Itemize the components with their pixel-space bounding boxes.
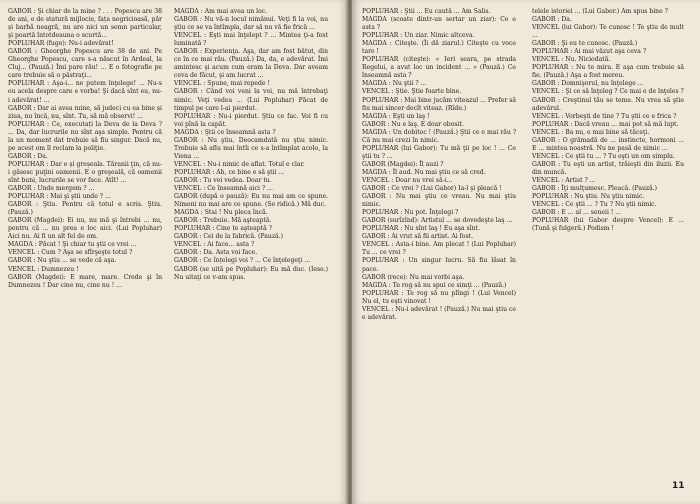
dialogue-line: GABOR (Magdei): Ei nu, nu mă şi întrebi ... nu, pentru că ... nu prea e loc aici. (Lui Popluhar) Aici nu. Ai fi un alt fel de om. <box>8 217 162 241</box>
dialogue-line: POPLUHAR (citeşte): « Ieri seara, pe strada Regelui, a avut loc un incident ... » (Pauză.) Ce înseamnă asta ? <box>362 56 516 80</box>
dialogue-line: GABOR : Ce înțelegi voi ? ... Ce înţelegeţi ... <box>174 257 311 265</box>
dialogue-line: GABOR (surîzînd): Artistul ... se dovedeşte laş ... <box>362 217 513 225</box>
dialogue-line: VENCEL : Nu. Niciodată. <box>532 56 611 64</box>
dialogue-line: POPLUHAR : Aşa-i... ne putem înţelege! ... Nu-s eu acela despre care e vorba! Şi dacă sînt eu, nu-i adevărat! ... <box>8 80 162 104</box>
dialogue-line: GABOR : Nu e laş. E doar obosit. <box>362 120 464 128</box>
dialogue-line: MAGDA : Stai ! Nu pleca încă. <box>174 209 268 217</box>
dialogue-line: POPLUHAR : Un singur lucru. Să fiu lăsat în pace. <box>362 257 516 273</box>
dialogue-line: GABOR : Ştiu. Pentru că totul e scris. Ştiu. (Pauză.) <box>8 201 162 217</box>
dialogue-line: GABOR (după o pauză): Eu nu mai am ce spune. Nimeni nu mai are ce spune. (Se ridică.) Mă duc. <box>174 193 328 209</box>
dialogue-line: GABOR : E ... al ... seneii ! ... <box>532 209 622 217</box>
dialogue-line: GABOR : Nu mai ştiu ce vreau. Nu mai ştiu nimic. <box>362 193 516 209</box>
dialogue-line: VENCEL : Spune, mai repede ! <box>174 80 270 88</box>
dialogue-line: POPLUHAR : Nu ştiu. Nu ştiu nimic. <box>532 193 645 201</box>
dialogue-line: VENCEL : Vorbeşti de tine ? Tu ştii ce e frica ? <box>532 112 677 120</box>
text-column-2 <box>174 8 328 496</box>
dialogue-line: POPLUHAR (lui Gabor): Tu mă ţii pe loc ! ... Ce ştii tu ? ... <box>362 144 516 160</box>
dialogue-line: MAGDA : Te rog să nu spui ce simţi ... (Pauză.) <box>362 281 507 289</box>
dialogue-line: POPLUHAR : Te rog să nu plîngi ! (Lui Vencel) Nu el, tu eşti vinovat ! <box>362 289 516 305</box>
text-column-4 <box>532 8 684 496</box>
dialogue-line: GABOR : Nu ştiu. Deocamdată nu ştiu nimic. Trebuie să aflu mai întîi ce s-a întîmplat acolo, la Viena ... <box>174 136 328 160</box>
dialogue-line: GABOR (Magdei): E mare, mare. Crede şi în Dumnezeu ! Dar cine nu, cine nu ! ... <box>8 273 162 289</box>
dialogue-line: GABOR : Şi eu te cunosc. (Pauză.) <box>532 40 638 48</box>
dialogue-line: GABOR : Tu vei vedea. Doar tu. <box>174 176 272 184</box>
dialogue-line: MAGDA : Nu ştii ? ... <box>362 80 427 88</box>
dialogue-line: GABOR : Când voi veni la voi, nu mă întrebaţi nimic. Veţi vedea ... (Lui Popluhar) Păcat de timpul pe care l-ai pierdut. <box>174 88 328 112</box>
dialogue-line: GABOR : Gheorghe Popescu are 38 de ani. Pe Gheorghe Popescu, care s-a născut în Ardeal, la Cluj... (Pauză.) Îmi pare rău! ... E o fotografie pe care trebuie să o păstraţi... <box>8 48 162 80</box>
dialogue-line: POPLUHAR : Nu-i pierdut. Ştiu ce fac. Voi fi cu voi pînă la capăt. <box>174 112 328 128</box>
dialogue-line: GABOR : Dar ai avea mine, să judeci cu ea bine și ziua, nu încă, nu, sînt. Tu, să mă observi! ... <box>8 104 162 120</box>
dialogue-line: POPLUHAR (lui Gabor despre Vencel): E ... (Tună şi fulgeră.) Podism ! <box>532 217 684 233</box>
dialogue-line: GABOR : Ce vrei ? (Lui Gabor) Ia-l şi pleacă ! <box>362 185 502 193</box>
dialogue-line: VENCEL : Ce ştii ... ? Tu ? Nu ştii nimic. <box>532 201 657 209</box>
dialogue-line: GABOR (se uită pe Popluhar): Eu mă duc. (Iese.) Nu uitaţi ce v-am spus. <box>174 265 328 281</box>
dialogue-line: GABOR : O grămadă de ... instincte, hormoni ... E ... mintea noastră. Nu ne pasă de nimic ... <box>532 136 684 152</box>
dialogue-line: VENCEL : Asta-i bine. Am plecat ! (Lui Popluhar) Tu ... ce vrei ? <box>362 241 516 257</box>
dialogue-line: POPLUHAR : Nu sînt laş ! Eu aşa sînt. <box>362 225 480 233</box>
dialogue-line: VENCEL (lui Gabor): Te cunosc ! Te ştiu de mult ... <box>532 24 684 40</box>
dialogue-line: GABOR : Tu eşti un artist, trăieşti din iluzii. Eu din muncă. <box>532 160 684 176</box>
left-page <box>0 0 348 504</box>
dialogue-line: MAGDA : Am mai avea un loc. <box>174 8 268 15</box>
dialogue-line: VENCEL : Nu-i adevărat ! (Pauză.) Nu mai ştiu ce e adevărat. <box>362 305 516 321</box>
dialogue-line: GABOR : Îţi mulţumesc. Pleacă. (Pauză.) <box>532 185 658 193</box>
dialogue-line: POPLUHAR : Dacă vreau ... mai pot să mă lupt. <box>532 120 679 128</box>
dialogue-line: GABOR : Creştinul tău se teme. Nu vrea să ştie adevărul. <box>532 96 684 112</box>
dialogue-line: POPLUHAR : Nu pot. Înţelegi ? <box>362 209 459 217</box>
dialogue-line: GABOR : Experienţa. Aşa, dar am fost bătut, din ce în ce mai rău. (Pauză.) Da, da, e adevărat. Îmi amintesc şi acum cum eram la Deva. Dar aveam ceva de făcut, şi am lucrat ... <box>174 48 328 80</box>
dialogue-line: MAGDA : Citeşte. (Îi dă ziarul.) Citeşte cu voce tare ! <box>362 40 516 56</box>
dialogue-line: MAGDA : Păcat ! Şi chiar tu ştii ce vrei ... <box>8 241 137 249</box>
dialogue-line: GABOR : Şi chiar de la mine ? . . . Popescu are 38 de ani, e de statură mijlocie, fața negricioasă, păr și barbă neagră, nu are nici un semn particular, şi poartă întotdeauna o scurtă... <box>8 8 162 40</box>
dialogue-line: POPLUHAR : Ai mai văzut aşa ceva ? <box>532 48 647 56</box>
dialogue-line: telele istoriei ... (Lui Gabor.) Am spus bine ? <box>532 8 668 15</box>
dialogue-line: VENCEL : Ce ştii tu ... ? Tu eşti un om simplu. <box>532 152 675 160</box>
dialogue-line: VENCEL : Cum ? Aşa se sfîrşeşte totul ? <box>8 249 133 257</box>
dialogue-line: MAGDA : Un dobitoc ! (Pauză.) Ştii ce e mai rău ? Că nu mai crezi în nimic. <box>362 128 516 144</box>
right-page <box>352 0 700 504</box>
text-column-1 <box>8 8 162 496</box>
dialogue-line: GABOR : Domnişorul, nu înţelege ... <box>532 80 644 88</box>
dialogue-line: GABOR : Da. Asta voi face. <box>174 249 258 257</box>
dialogue-line: VENCEL : Şi ce să înţeleg ? Ce mai e de înţeles ? <box>532 88 684 96</box>
dialogue-line: VENCEL : Eşti mai înţelept ? ... Mintea ţi-a fost luminată ? <box>174 32 328 48</box>
dialogue-line: POPLUHAR : Ah, ce bine e să ştii ... <box>174 168 285 176</box>
dialogue-line: MAGDA : Eşti un laş ! <box>362 112 430 120</box>
dialogue-line: MAGDA (scoate dintr-un sertar un ziar): Ce e asta ? <box>362 16 516 32</box>
dialogue-line: GABOR : Unde mergem ? ... <box>8 185 95 193</box>
dialogue-line: MAGDA : Ştii ce înseamnă asta ? <box>174 128 276 136</box>
dialogue-line: GABOR : Nu vă-n locul nimănui. Veţi fi la voi, nu ştiu ce se va întîmpla, dar să nu vă fie frică ... <box>174 16 328 32</box>
dialogue-line: POPLUHAR : Dar e și greșeala. Tăranii ţin, că nu-i găsesc puţini oamenii. E o greşeală, că oamenii sînt buni, lucrurile se vor face. Atît! ... <box>8 160 162 184</box>
dialogue-line: GABOR : Nu ştiu ... se vede că aşa. <box>8 257 117 265</box>
dialogue-line: POPLUHAR : Cine te aşteaptă ? <box>174 225 272 233</box>
dialogue-line: GABOR : Trebuie. Mă aşteaptă. <box>174 217 272 225</box>
dialogue-line: GABOR : Da. <box>532 16 572 24</box>
dialogue-line: POPLUHAR : Ce, executați la Deva de la Deva ? ... Da, dar lucrurile nu sînt aşa simple. Pentru că la un moment dat trebuie să fiu singur. Dacă nu, pe acest om îl reclam la poliţie. <box>8 120 162 152</box>
dialogue-line: VENCEL : Doar nu vrei să-i... <box>362 176 453 184</box>
dialogue-line: MAGDA : Îl aud. Nu mai ştiu ce să cred. <box>362 168 486 176</box>
dialogue-line: VENCEL : Ştie. Ştie foarte bine. <box>362 88 462 96</box>
dialogue-line: VENCEL : Ce înseamnă aici ? ... <box>174 185 273 193</box>
dialogue-line: POPLUHAR : Ştii ... Eu caută ... Am Salis. <box>362 8 491 15</box>
page-number: 11 <box>672 481 685 491</box>
dialogue-line: POPLUHAR : Mai bine jucăm viteazul ... Prefer să fiu mai sincer decît viteaz. (Rîde.) <box>362 96 516 112</box>
dialogue-line: GABOR : Cei de la fabrică. (Pauză.) <box>174 233 283 241</box>
dialogue-line: GABOR (Magdei): Îl auzi ? <box>362 160 444 168</box>
dialogue-line: GABOR (rece): Nu mai vorbi aşa. <box>362 273 465 281</box>
dialogue-line: VENCEL : Ba nu, e mai bine să tăceţi. <box>532 128 650 136</box>
dialogue-line: POPLUHAR (fuge): Nu-i adevărat! <box>8 40 114 48</box>
dialogue-line: GABOR : Da. <box>8 152 48 160</box>
dialogue-line: GABOR : Ai vrut să fii artist. Ai fost. <box>362 233 474 241</box>
dialogue-line: POPLUHAR : Un ziar. Nimic altceva. <box>362 32 475 40</box>
dialogue-line: POPLUHAR : Mai şi ştii unde ? ... <box>8 193 111 201</box>
dialogue-line: POPLUHAR : Nu te mira. E aşa cum trebuie să fie. (Pauză.) Aşa a fost mereu. <box>532 64 684 80</box>
dialogue-line: VENCEL : Nu-i nimic de aflat. Totul e clar. <box>174 160 305 168</box>
dialogue-line: VENCEL : Artist ? ... <box>532 176 596 184</box>
text-column-3 <box>362 8 516 496</box>
dialogue-line: VENCEL : Dumnezeu ! <box>8 265 79 273</box>
dialogue-line: VENCEL : Ai face... asta ? <box>174 241 255 249</box>
